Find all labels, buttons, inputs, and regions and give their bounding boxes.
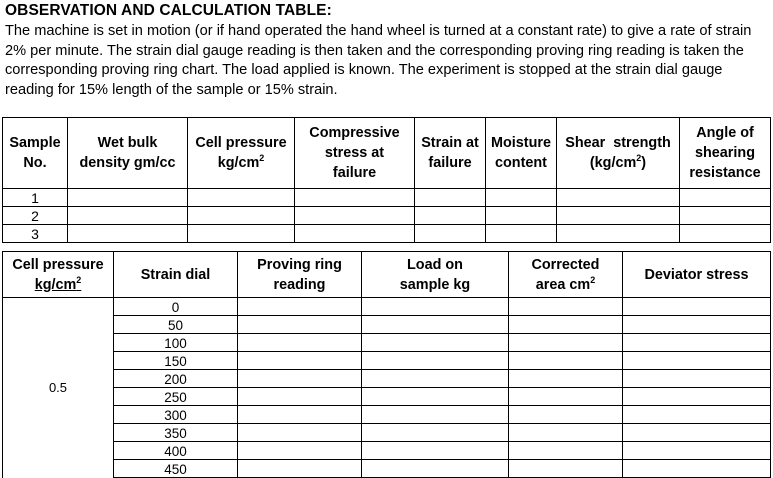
strain-dial-value: 0 <box>114 298 238 316</box>
table-row <box>3 424 771 442</box>
results-table <box>2 117 771 243</box>
header-shear-strength: Shear strength $(kg/cm^2)$ <box>557 118 680 189</box>
header-wet-bulk-density: Wet bulk density gm/cc <box>68 118 188 189</box>
page-title: OBSERVATION AND CALCULATION TABLE: <box>5 2 332 19</box>
table-row <box>3 370 771 388</box>
table-row <box>3 207 771 225</box>
table-row <box>3 298 771 316</box>
strain-dial-value: 450 <box>114 460 238 478</box>
table-row <box>3 460 771 478</box>
strain-dial-value: 200 <box>114 370 238 388</box>
table-row <box>3 442 771 460</box>
table-row <box>3 352 771 370</box>
header-cell-pressure: Cell pressure $kg/cm^2$ <box>3 252 114 298</box>
procedure-paragraph: The machine is set in motion (or if hand operated the hand wheel is turned at a constant rate) to give a rate of strain 2% per minute. The strain dial gauge reading is then taken and the corresponding proving ring reading is taken the corresponding proving ring chart. The load applied is known. The experiment is stopped at the strain dial gauge reading for 15% length of the sample or 15% strain. <box>5 23 752 98</box>
header-corrected-area: Corrected area $cm^2$ <box>509 252 623 298</box>
header-cell-pressure: Cell pressure $kg/cm^2$ <box>188 118 295 189</box>
readings-table <box>2 251 771 478</box>
header-moisture-content: Moisture content <box>486 118 557 189</box>
sample-number: 2 <box>3 207 68 225</box>
results-header-row <box>3 118 771 189</box>
table-row <box>3 334 771 352</box>
table-row <box>3 406 771 424</box>
strain-dial-value: 400 <box>114 442 238 460</box>
table-row <box>3 316 771 334</box>
cell-pressure-value: 0.5 <box>3 298 114 478</box>
header-deviator-stress: Deviator stress <box>623 252 771 298</box>
header-proving-ring: Proving ring reading <box>238 252 362 298</box>
strain-dial-value: 150 <box>114 352 238 370</box>
strain-dial-value: 100 <box>114 334 238 352</box>
header-angle-of-shearing: Angle of shearing resistance <box>680 118 771 189</box>
sample-number: 1 <box>3 189 68 207</box>
table-row <box>3 189 771 207</box>
header-compressive-stress: Compressive stress at failure <box>295 118 415 189</box>
strain-dial-value: 250 <box>114 388 238 406</box>
header-strain-at-failure: Strain at failure <box>415 118 486 189</box>
table-row <box>3 388 771 406</box>
strain-dial-value: 50 <box>114 316 238 334</box>
header-sample-no: Sample No. <box>3 118 68 189</box>
readings-header-row <box>3 252 771 298</box>
strain-dial-value: 300 <box>114 406 238 424</box>
header-load-on-sample: Load on sample kg <box>362 252 509 298</box>
header-strain-dial: Strain dial <box>114 252 238 298</box>
table-row <box>3 225 771 243</box>
strain-dial-value: 350 <box>114 424 238 442</box>
sample-number: 3 <box>3 225 68 243</box>
